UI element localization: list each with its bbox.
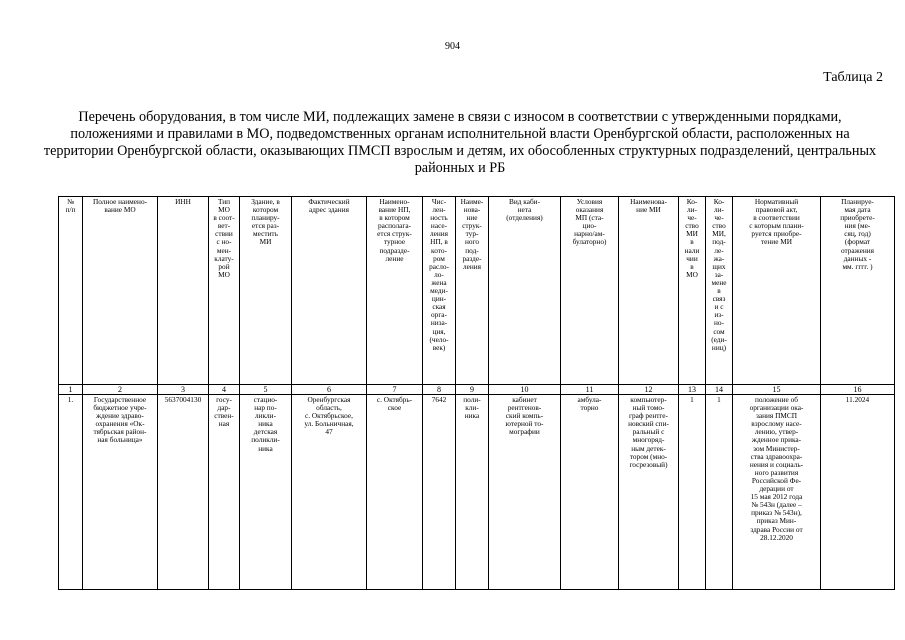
header-cell: Вид каби- нета (отделения) (489, 197, 561, 385)
cell-inn: 5637004130 (158, 395, 209, 590)
column-number: 10 (489, 385, 561, 395)
table-label: Таблица 2 (823, 70, 883, 85)
column-number: 9 (456, 385, 489, 395)
column-number: 16 (821, 385, 895, 395)
column-number-row (59, 385, 895, 395)
cell-index: 1. (59, 395, 83, 590)
equipment-table (58, 196, 895, 590)
column-number: 5 (240, 385, 292, 395)
page-number: 904 (445, 41, 460, 52)
header-cell: Ко- ли- че- ство МИ в нали чии в МО (679, 197, 706, 385)
column-number: 7 (367, 385, 423, 395)
header-cell: Чис- лен- ность насе- ления НП, в кото- ром расло- ло- жена меди- цин- ская орга- низа- ция, (чело- век) (423, 197, 456, 385)
header-cell: Фактический адрес здания (292, 197, 367, 385)
cell-org-name: Государственное бюджетное учре- ждение здраво- охранения «Ок- тябрьская район- ная больница» (83, 395, 158, 590)
column-number: 11 (561, 385, 619, 395)
cell-device-name: компьютер- ный томо- граф рентге- новский спи- ральный с многоряд- ным детек- тором (мно- госрезовый) (619, 395, 679, 590)
column-number: 14 (706, 385, 733, 395)
column-number: 3 (158, 385, 209, 395)
column-number: 6 (292, 385, 367, 395)
header-cell: Наименова- ние МИ (619, 197, 679, 385)
cell-conditions: амбула- торно (561, 395, 619, 590)
header-cell: Здание, в котором планиру- ется раз- местить МИ (240, 197, 292, 385)
header-cell: Нормативный правовой акт, в соответствии с которым плани- руется приобре- тение МИ (733, 197, 821, 385)
header-cell: Полное наимено- вание МО (83, 197, 158, 385)
header-cell: Наимено- вание НП, в котором располага- ется струк- турное подразде- ление (367, 197, 423, 385)
header-cell: Ко- ли- че- ство МИ, под- ле- жа- щих за- мене в связ и с из- но- сом (еди- ниц) (706, 197, 733, 385)
column-number: 12 (619, 385, 679, 395)
cell-building: стацио- нар по- ликли- ника детская поликли- ника (240, 395, 292, 590)
column-number: 4 (209, 385, 240, 395)
column-number: 2 (83, 385, 158, 395)
column-number: 8 (423, 385, 456, 395)
cell-legal-act: положение об организации ока- зания ПМСП взрослому насе- лению, утвер- жденное прика- зом Министер- ства здравоохра- нения и социаль- ного развития Российской Фе- дерации от 15 мая 2012 года № 543н (далее – приказ № 543н), приказ Мин- здрава России от 28.12.2020 (733, 395, 821, 590)
cell-address: Оренбургская область, с. Октябрьское, ул. Больничная, 47 (292, 395, 367, 590)
header-cell: Условия оказания МП (ста- цио- нарно/ам- булаторно) (561, 197, 619, 385)
table-row (59, 395, 895, 590)
cell-subdivision: поли- кли- ника (456, 395, 489, 590)
cell-cabinet: кабинет рентгенов- ский компь- ютерной то- мографии (489, 395, 561, 590)
header-cell: Наиме- нова- ние струк- тур- ного под- разде- ления (456, 197, 489, 385)
header-cell: ИНН (158, 197, 209, 385)
document-title: Перечень оборудования, в том числе МИ, подлежащих замене в связи с износом в соответствии с утвержденными порядками, положениями и правилами в МО, подведомственных органам исполнительной власти Оренбургской области, расположенных на территории Оренбургской области, оказывающих ПМСП взрослым и детям, их обособленных структурных подразделений, центральных районных и РБ (43, 109, 877, 176)
header-cell: № п/п (59, 197, 83, 385)
cell-mo-type: госу- дар- ствен- ная (209, 395, 240, 590)
column-number: 13 (679, 385, 706, 395)
header-cell: Планируе- мая дата приобрете- ния (ме- сяц, год) (формат отражения данных - мм. гггг. ) (821, 197, 895, 385)
cell-population: 7642 (423, 395, 456, 590)
header-cell: Тип МО в соот- вет- ствии с но- мен- клату- рой МО (209, 197, 240, 385)
cell-count-present: 1 (679, 395, 706, 590)
cell-count-replace: 1 (706, 395, 733, 590)
cell-purchase-date: 11.2024 (821, 395, 895, 590)
column-number: 1 (59, 385, 83, 395)
cell-settlement: с. Октябрь- ское (367, 395, 423, 590)
column-number: 15 (733, 385, 821, 395)
header-row (59, 197, 895, 385)
